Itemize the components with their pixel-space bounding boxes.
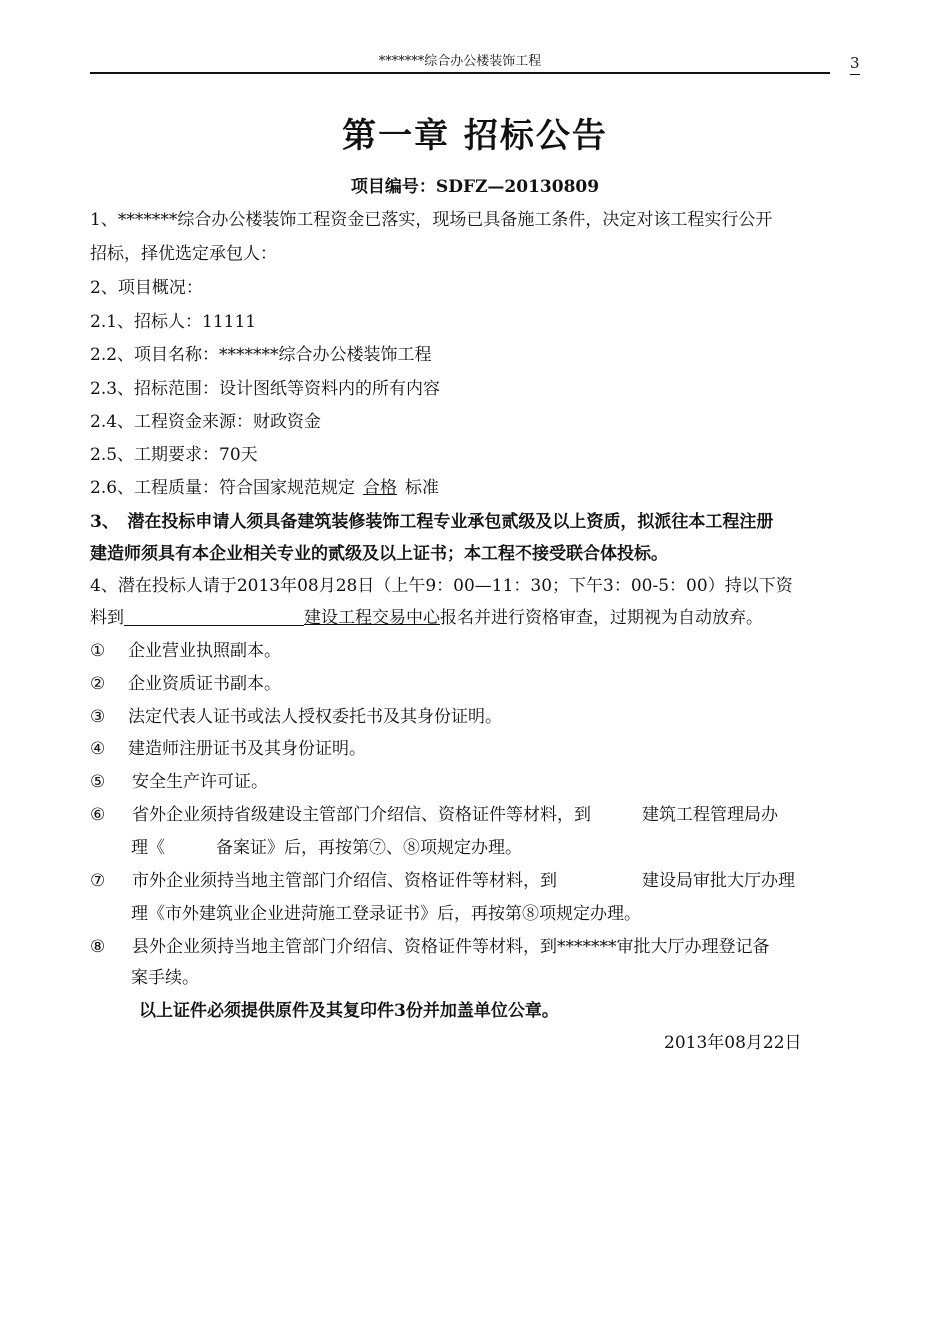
list-item-7-line-1 — [90, 869, 795, 893]
list-item-5-number: ⑤ — [90, 772, 106, 792]
paragraph-4-prefix: 料到 — [90, 608, 124, 628]
paragraph-1-line-2: 招标，择优选定承包人： — [90, 244, 277, 264]
chapter-title: 第一章 招标公告 — [342, 116, 608, 156]
list-item-5-text: 安全生产许可证。 — [132, 772, 268, 792]
list-item-6-line-1 — [90, 803, 778, 827]
item-2-1: 2.1、招标人：11111 — [90, 312, 257, 332]
list-item-8-line-2: 案手续。 — [131, 968, 199, 988]
list-item-1-text: 企业营业执照副本。 — [128, 641, 281, 661]
list-item-6-text-1: 省外企业须持省级建设主管部门介绍信、资格证件等材料，到 建筑工程管理局办 — [132, 805, 778, 825]
list-item-2 — [90, 672, 281, 696]
quality-value: 合格 — [363, 478, 398, 498]
paragraph-4-line-1: 4、潜在投标人请于2013年08月28日（上午9：00—11：30；下午3：00-5：00）持以下资 — [90, 576, 793, 596]
list-item-6-line-2: 理《 备案证》后，再按第⑦、⑧项规定办理。 — [131, 838, 522, 858]
announcement-date: 2013年08月22日 — [664, 1033, 802, 1053]
list-item-4 — [90, 737, 366, 761]
item-2-4: 2.4、工程资金来源：财政资金 — [90, 412, 322, 432]
header-rule — [90, 72, 830, 74]
page-number: 3 — [850, 54, 860, 75]
list-item-7-line-2: 理《市外建筑业企业进菏施工登录证书》后，再按第⑧项规定办理。 — [131, 904, 641, 924]
blank-underline — [124, 607, 304, 626]
list-item-6-number: ⑥ — [90, 805, 106, 825]
paragraph-2-heading: 2、项目概况： — [90, 278, 203, 298]
list-item-1-number: ① — [90, 641, 106, 661]
registration-place: 建设工程交易中心 — [304, 608, 440, 628]
list-item-7-number: ⑦ — [90, 871, 106, 891]
list-item-5 — [90, 770, 268, 794]
list-item-8-text-1: 县外企业须持当地主管部门介绍信、资格证件等材料，到*******审批大厅办理登记备 — [132, 937, 770, 957]
running-header-title: *******综合办公楼装饰工程 — [378, 54, 542, 69]
paragraph-4-line-2 — [90, 606, 763, 630]
paragraph-1-line-1: 1、*******综合办公楼装饰工程资金已落实，现场已具备施工条件，决定对该工程实行公开 — [90, 210, 773, 230]
list-item-1 — [90, 639, 281, 663]
closing-note: 以上证件必须提供原件及其复印件3份并加盖单位公章。 — [139, 1001, 559, 1021]
paragraph-3-line-2: 建造师须具有本企业相关专业的贰级及以上证书；本工程不接受联合体投标。 — [90, 544, 668, 564]
list-item-2-text: 企业资质证书副本。 — [128, 674, 281, 694]
item-2-6-prefix: 2.6、工程质量：符合国家规范规定 — [90, 478, 356, 498]
paragraph-3-line-1: 3、 潜在投标申请人须具备建筑装修装饰工程专业承包贰级及以上资质，拟派往本工程注册 — [90, 512, 774, 532]
list-item-3-text: 法定代表人证书或法人授权委托书及其身份证明。 — [128, 707, 502, 727]
list-item-3 — [90, 705, 502, 729]
item-2-3: 2.3、招标范围：设计图纸等资料内的所有内容 — [90, 379, 441, 399]
item-2-6-suffix: 标准 — [405, 478, 440, 498]
list-item-7-text-1: 市外企业须持当地主管部门介绍信、资格证件等材料，到 建设局审批大厅办理 — [132, 871, 795, 891]
paragraph-4-suffix: 报名并进行资格审查，过期视为自动放弃。 — [440, 608, 763, 628]
list-item-2-number: ② — [90, 674, 106, 694]
list-item-4-text: 建造师注册证书及其身份证明。 — [128, 739, 366, 759]
item-2-5: 2.5、工期要求：70天 — [90, 445, 258, 465]
list-item-3-number: ③ — [90, 707, 106, 727]
list-item-4-number: ④ — [90, 739, 106, 759]
item-2-6 — [90, 476, 439, 500]
item-2-2: 2.2、项目名称：*******综合办公楼装饰工程 — [90, 345, 432, 365]
project-code: 项目编号：SDFZ—20130809 — [350, 177, 600, 197]
list-item-8-number: ⑧ — [90, 937, 106, 957]
list-item-8-line-1 — [90, 935, 770, 959]
